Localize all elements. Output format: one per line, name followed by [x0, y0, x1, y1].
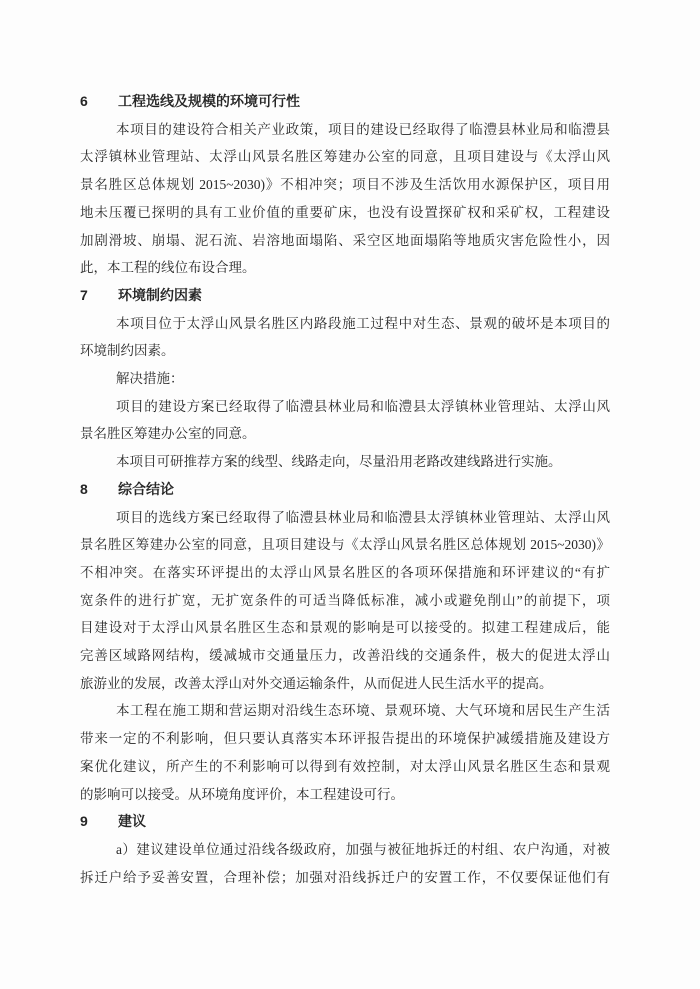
text-line: 宽条件的进行扩宽，无扩宽条件的可适当降低标准，减小或避免削山”的前提下，项 — [80, 592, 610, 608]
section-7-paragraph-3 — [80, 393, 610, 448]
text-line: 景名胜区总体规划 2015~2030)》不相冲突；项目不涉及生活饮用水源保护区，项目用 — [80, 177, 610, 193]
section-6-paragraph-1 — [80, 116, 610, 282]
section-9-number: 9 — [80, 813, 88, 830]
section-7-paragraph-4 — [80, 448, 610, 476]
section-7-heading — [80, 282, 610, 310]
text-line: 不相冲突。在落实环评提出的太浮山风景名胜区的各项环保措施和环评建议的“有扩 — [80, 564, 610, 580]
text-line: a）建议建设单位通过沿线各级政府，加强与被征地拆迁的村组、农户沟通，对被 — [116, 841, 610, 857]
section-8-paragraph-1 — [80, 504, 610, 698]
text-line: 本工程在施工期和营运期对沿线生态环境、景观环境、大气环境和居民生产生活 — [116, 703, 610, 719]
section-9-paragraph-1 — [80, 836, 610, 891]
text-line: 案优化建议，所产生的不利影响可以得到有效控制，对太浮山风景名胜区生态和景观 — [80, 758, 610, 774]
text-line: 景名胜区筹建办公室的同意，且项目建设与《太浮山风景名胜区总体规划 2015~2030)》 — [80, 537, 610, 553]
section-8-paragraph-2 — [80, 697, 610, 808]
text-line: 拆迁户给予妥善安置，合理补偿；加强对沿线拆迁户的安置工作，不仅要保证他们有 — [80, 869, 610, 885]
section-6-number: 6 — [80, 93, 88, 109]
text-line: 本项目位于太浮山风景名胜区内路段施工过程中对生态、景观的破坏是本项目的 — [116, 315, 610, 331]
text-line: 太浮镇林业管理站、太浮山风景名胜区筹建办公室的同意，且项目建设与《太浮山风 — [80, 149, 610, 165]
text-line: 环境制约因素。 — [80, 343, 175, 359]
text-line: 目建设对于太浮山风景名胜区生态和景观的影响是可以接受的。拟建工程建成后，能 — [80, 620, 610, 636]
section-9-heading — [80, 808, 610, 836]
section-7-number: 7 — [80, 286, 88, 303]
section-6-title: 工程选线及规模的环境可行性 — [118, 93, 300, 109]
section-8-heading — [80, 476, 610, 504]
text-line: 加剧滑坡、崩塌、泥石流、岩溶地面塌陷、采空区地面塌陷等地质灾害危险性小，因 — [80, 232, 610, 248]
section-7 — [80, 282, 610, 476]
section-6-heading — [80, 88, 610, 116]
text-line: 项目的建设方案已经取得了临澧县林业局和临澧县太浮镇林业管理站、太浮山风 — [116, 398, 610, 414]
section-8 — [80, 476, 610, 808]
text-line: 景名胜区筹建办公室的同意。 — [80, 426, 256, 442]
section-8-title: 综合结论 — [118, 480, 174, 497]
section-9 — [80, 808, 610, 891]
text-line: 的影响可以接受。从环境角度评价，本工程建设可行。 — [80, 786, 404, 802]
text-line: 地未压覆已探明的具有工业价值的重要矿床，也没有设置探矿权和采矿权，工程建设 — [80, 204, 610, 220]
text-line: 解决措施： — [116, 371, 184, 387]
section-6 — [80, 88, 610, 282]
section-7-paragraph-2 — [80, 365, 610, 393]
text-line: 本项目的建设符合相关产业政策，项目的建设已经取得了临澧县林业局和临澧县 — [116, 121, 610, 137]
section-7-paragraph-1 — [80, 310, 610, 365]
section-8-number: 8 — [80, 480, 88, 497]
text-line: 完善区域路网结构，缓减城市交通量压力，改善沿线的交通条件，极大的促进太浮山 — [80, 648, 610, 664]
text-line: 带来一定的不利影响，但只要认真落实本环评报告提出的环境保护减缓措施及建设方 — [80, 731, 610, 747]
section-9-title: 建议 — [118, 813, 146, 830]
text-line: 旅游业的发展，改善太浮山对外交通运输条件，从而促进人民生活水平的提高。 — [80, 675, 553, 691]
text-line: 本项目可研推荐方案的线型、线路走向，尽量沿用老路改建线路进行实施。 — [116, 454, 562, 470]
text-line: 此，本工程的线位布设合理。 — [80, 260, 256, 276]
text-line: 项目的选线方案已经取得了临澧县林业局和临澧县太浮镇林业管理站、太浮山风 — [116, 509, 610, 525]
section-7-title: 环境制约因素 — [118, 286, 202, 303]
